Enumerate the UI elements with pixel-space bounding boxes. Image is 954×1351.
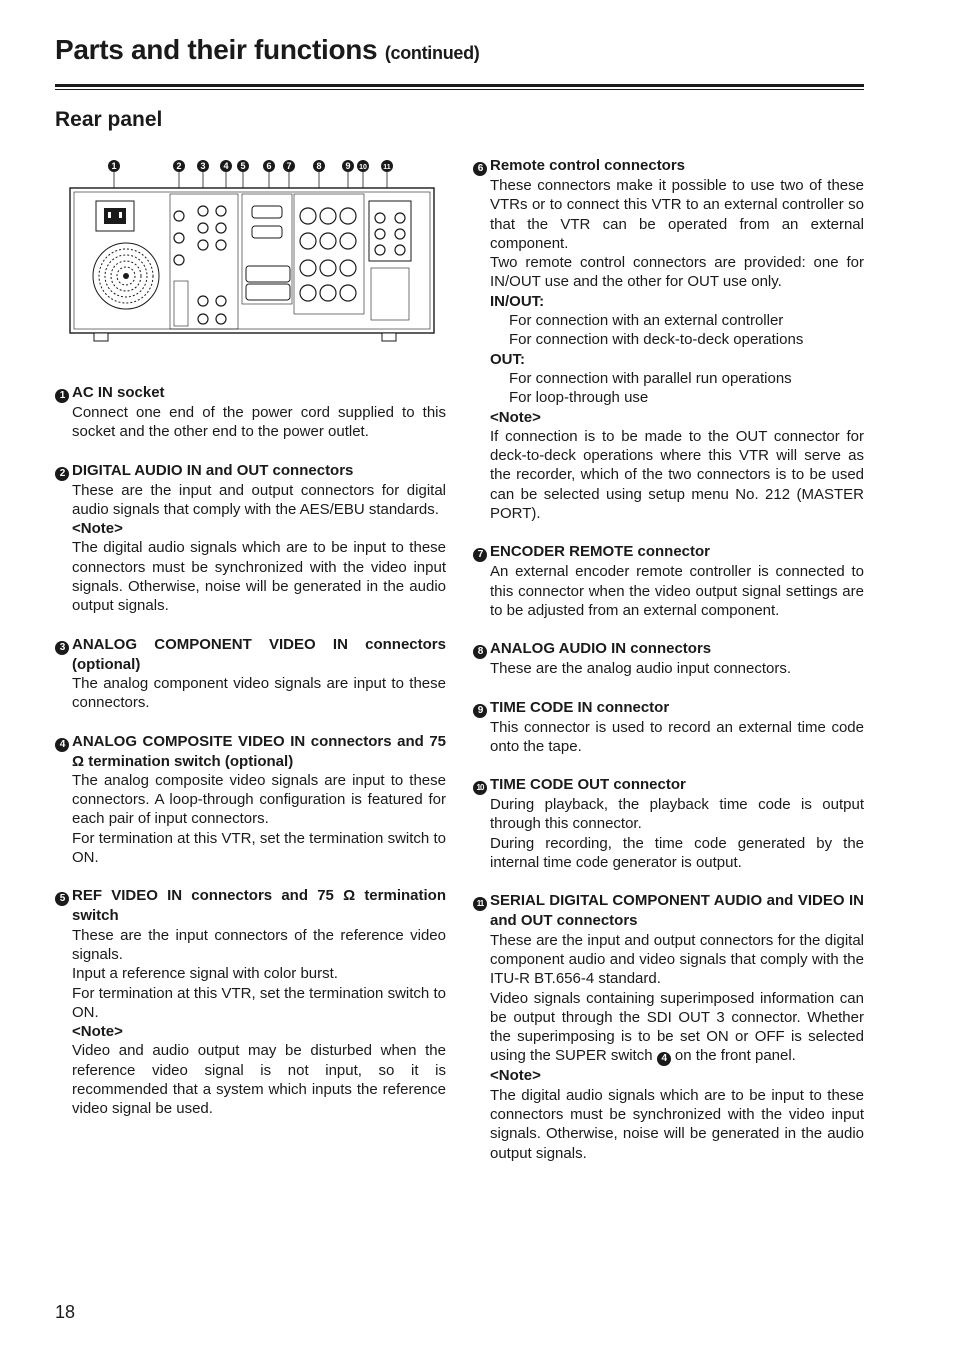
item-body: The analog component video signals are input to these connectors. [72,674,446,712]
item-9 [473,698,864,757]
note-text: The digital audio signals which are to be input to these connectors must be synchronized with the video input signals. Otherwise, noise will be generated in the audio output signals. [490,1086,864,1162]
item-heading: 9 TIME CODE IN connector [473,698,864,718]
callout-6 [263,160,275,172]
left-column [55,383,446,1138]
item-number: 2 [55,467,69,481]
item-heading: 5 REF VIDEO IN connectors and 75 Ω termination switch [55,886,446,925]
item-number: 1 [55,389,69,403]
svg-text:5: 5 [240,161,246,171]
item-heading: 10 TIME CODE OUT connector [473,775,864,795]
svg-text:9: 9 [345,161,351,171]
item-heading: 7 ENCODER REMOTE connector [473,542,864,562]
item-heading: 2 DIGITAL AUDIO IN and OUT connectors [55,461,446,481]
callout-1 [108,160,120,172]
svg-text:6: 6 [266,161,272,171]
svg-text:3: 3 [200,161,206,171]
page-title-continued: (continued) [384,43,480,63]
callout-2 [173,160,185,172]
item-number: 5 [55,892,69,906]
callout-9 [342,160,354,172]
note-label: <Note> [490,1067,541,1085]
right-column [473,156,864,1182]
item-heading: 3 ANALOG COMPONENT VIDEO IN connectors (optional) [55,635,446,674]
note-text: Video and audio output may be disturbed when the reference video signal is not input, so it is recommended that a system which inputs the reference video signal be used. [72,1042,446,1118]
svg-text:10: 10 [359,164,367,171]
note-text: The digital audio signals which are to be input to these connectors must be synchronized with the video input signals. Otherwise, noise will be generated in the audio output signals. [72,539,446,615]
page-title [55,34,480,66]
svg-text:11: 11 [383,164,391,171]
svg-text:8: 8 [316,161,322,171]
page-title-text: Parts and their functions [55,34,378,65]
callout-7 [283,160,295,172]
svg-text:2: 2 [176,161,182,171]
inout-label: IN/OUT: [490,292,545,310]
item-body: These are the analog audio input connectors. [490,660,792,678]
item-body: Connect one end of the power cord supplied to this socket and the other end to the power outlet. [72,404,446,441]
callout-4 [220,160,232,172]
callout-11 [381,160,393,172]
title-rule-thin [55,89,864,90]
item-heading: 4 ANALOG COMPOSITE VIDEO IN connectors and 75 Ω termination switch (optional) [55,732,446,771]
item-number: 4 [55,738,69,752]
note-text: If connection is to be made to the OUT connector for deck-to-deck operations where this VTR will serve as the recorder, which of the two connectors is to be used can be selected using setup menu No. 212 (MASTER PORT). [490,427,864,523]
item-heading: 1 AC IN socket [55,383,446,403]
svg-text:7: 7 [286,161,292,171]
item-reference: 4 [657,1052,671,1066]
item-number: 8 [473,645,487,659]
item-3 [55,635,446,713]
item-number: 10 [473,781,487,795]
callout-5 [237,160,249,172]
item-body: These are the input and output connectors for the digital component audio and video signals that comply with the ITU-R BT.656-4 standard. Video signals containing superimposed information can be output through the SDI OUT 3 connector. Whether the superimposing is to be set ON or OFF is selected using the SUPER switch 4 on the front panel. <Note> The digital audio signals which are to be input to these connectors must be synchronized with the video input signals. Otherwise, noise will be generated in the audio output signals. [490,931,864,1162]
item-body: This connector is used to record an external time code onto the tape. [490,718,864,755]
item-1 [55,383,446,442]
item-number: 3 [55,641,69,655]
item-number: 7 [473,548,487,562]
item-heading: 8 ANALOG AUDIO IN connectors [473,639,864,659]
item-number: 11 [473,897,487,911]
item-number: 9 [473,704,487,718]
note-label: <Note> [72,1023,123,1041]
note-label: <Note> [72,520,123,538]
item-4 [55,732,446,868]
title-rule-thick [55,84,864,87]
item-body: These are the input and output connectors for digital audio signals that comply with the AES/EBU standards. <Note> The digital audio signals which are to be input to these connectors must be synchronized with the video input signals. Otherwise, noise will be generated in the audio output signals. [72,481,446,615]
item-5 [55,886,446,1118]
item-10 [473,775,864,872]
item-7 [473,542,864,620]
item-body: These are the input connectors of the reference video signals. Input a reference signal with color burst. For termination at this VTR, set the termination switch to ON. <Note> Video and audio output may be disturbed when the reference video signal is not input, so it is recommended that a system which inputs the reference video signal be used. [72,926,446,1118]
item-body: An external encoder remote controller is connected to this connector when the video output signal settings are to be adjusted from an external component. [490,563,864,619]
item-6 [473,156,864,523]
item-heading: 11 SERIAL DIGITAL COMPONENT AUDIO and VIDEO IN and OUT connectors [473,891,864,930]
rear-panel-figure [66,156,440,346]
item-body: The analog composite video signals are input to these connectors. A loop-through configuration is featured for each pair of input connectors. For termination at this VTR, set the termination switch to ON. [72,771,446,867]
item-number: 6 [473,162,487,176]
item-heading: 6 Remote control connectors [473,156,864,176]
page-number: 18 [55,1302,76,1322]
note-label: <Note> [490,408,541,426]
section-title: Rear panel [55,108,163,131]
item-2 [55,461,446,616]
svg-text:1: 1 [111,161,117,171]
callout-10 [357,160,369,172]
item-body: During playback, the playback time code is output through this connector. During recording, the time code generated by the internal time code generator is output. [490,796,864,872]
item-11 [473,891,864,1163]
out-label: OUT: [490,350,525,368]
callout-3 [197,160,209,172]
callout-8 [313,160,325,172]
item-8 [473,639,864,678]
item-body: These connectors make it possible to use two of these VTRs or to connect this VTR to an external controller so that the VTR can be operated from an external component. Two remote control connectors are provided: one for IN/OUT use and the other for OUT use only. IN/OUT: For connection with an external controller For connection with deck-to-deck operations OUT: For connection with parallel run operations For loop-through use <Note> If connection is to be made to the OUT connector for deck-to-deck operations where this VTR will serve as the recorder, which of the two connectors is to be used can be selected using setup menu No. 212 (MASTER PORT). [490,177,864,523]
svg-text:4: 4 [223,161,229,171]
